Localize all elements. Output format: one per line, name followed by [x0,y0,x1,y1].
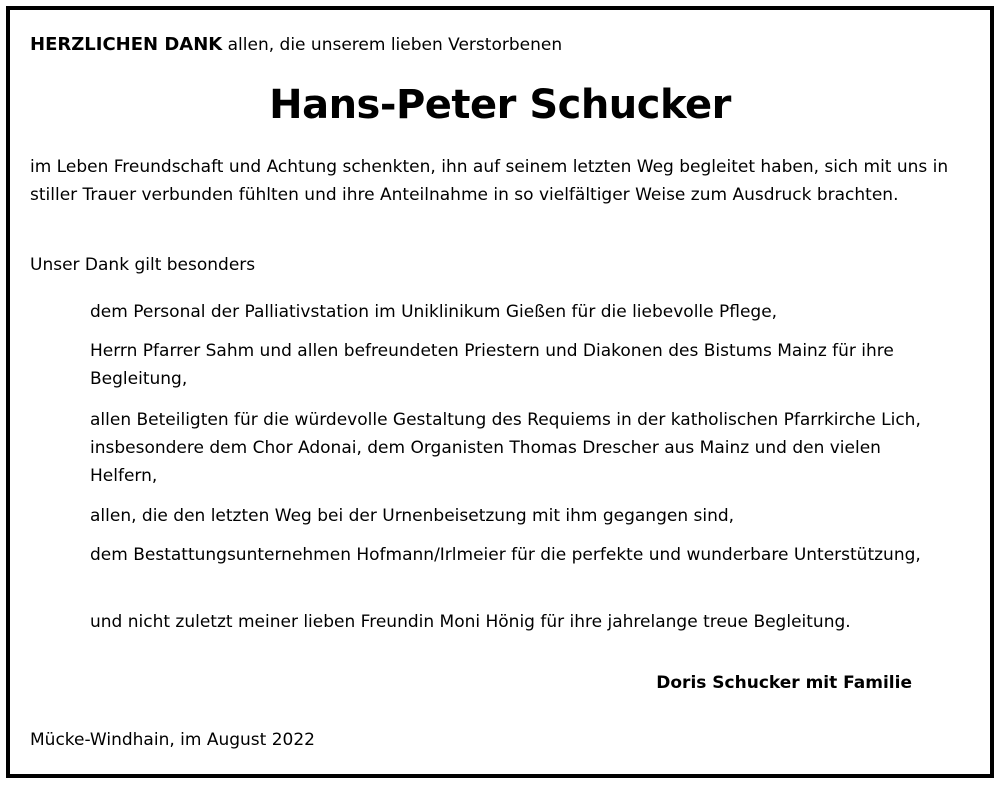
deceased-name: Hans-Peter Schucker [269,82,731,128]
intro-text: allen, die unserem lieben Verstorbenen [227,35,563,55]
intro-heading: HERZLICHEN DANK [30,34,223,55]
signature: Doris Schucker mit Familie [656,673,912,693]
thanks-item-clergy: Herrn Pfarrer Sahm und allen befreundeten Priestern und Diakonen des Bistums Mainz für ihre Begleitung, [90,341,894,389]
intro-line [30,31,562,59]
thanks-item-burial: allen, die den letzten Weg bei der Urnenbeisetzung mit ihm gegangen sind, [90,506,735,526]
main-paragraph: im Leben Freundschaft und Achtung schenkten, ihn auf seinem letzten Weg begleitet haben, sich mit uns in stiller Trauer verbunden fühlten und ihre Anteilnahme in so vielfältiger Weise zum Ausdruck brachten. [30,157,949,205]
thanks-item-friend: und nicht zuletzt meiner lieben Freundin Moni Hönig für ihre jahrelange treue Begleitung. [90,612,851,632]
thanks-intro: Unser Dank gilt besonders [30,255,256,275]
thanks-item-funeral-home: dem Bestattungsunternehmen Hofmann/Irlmeier für die perfekte und wunderbare Unterstützung, [90,545,921,565]
thanks-item-requiem: allen Beteiligten für die würdevolle Gestaltung des Requiems in der katholischen Pfarrkirche Lich, insbesondere dem Chor Adonai, dem Organisten Thomas Drescher aus Mainz und den vielen Helfern, [90,410,921,486]
place-date: Mücke-Windhain, im August 2022 [30,730,315,750]
thanks-item-palliative: dem Personal der Palliativstation im Uniklinikum Gießen für die liebevolle Pflege, [90,302,778,322]
